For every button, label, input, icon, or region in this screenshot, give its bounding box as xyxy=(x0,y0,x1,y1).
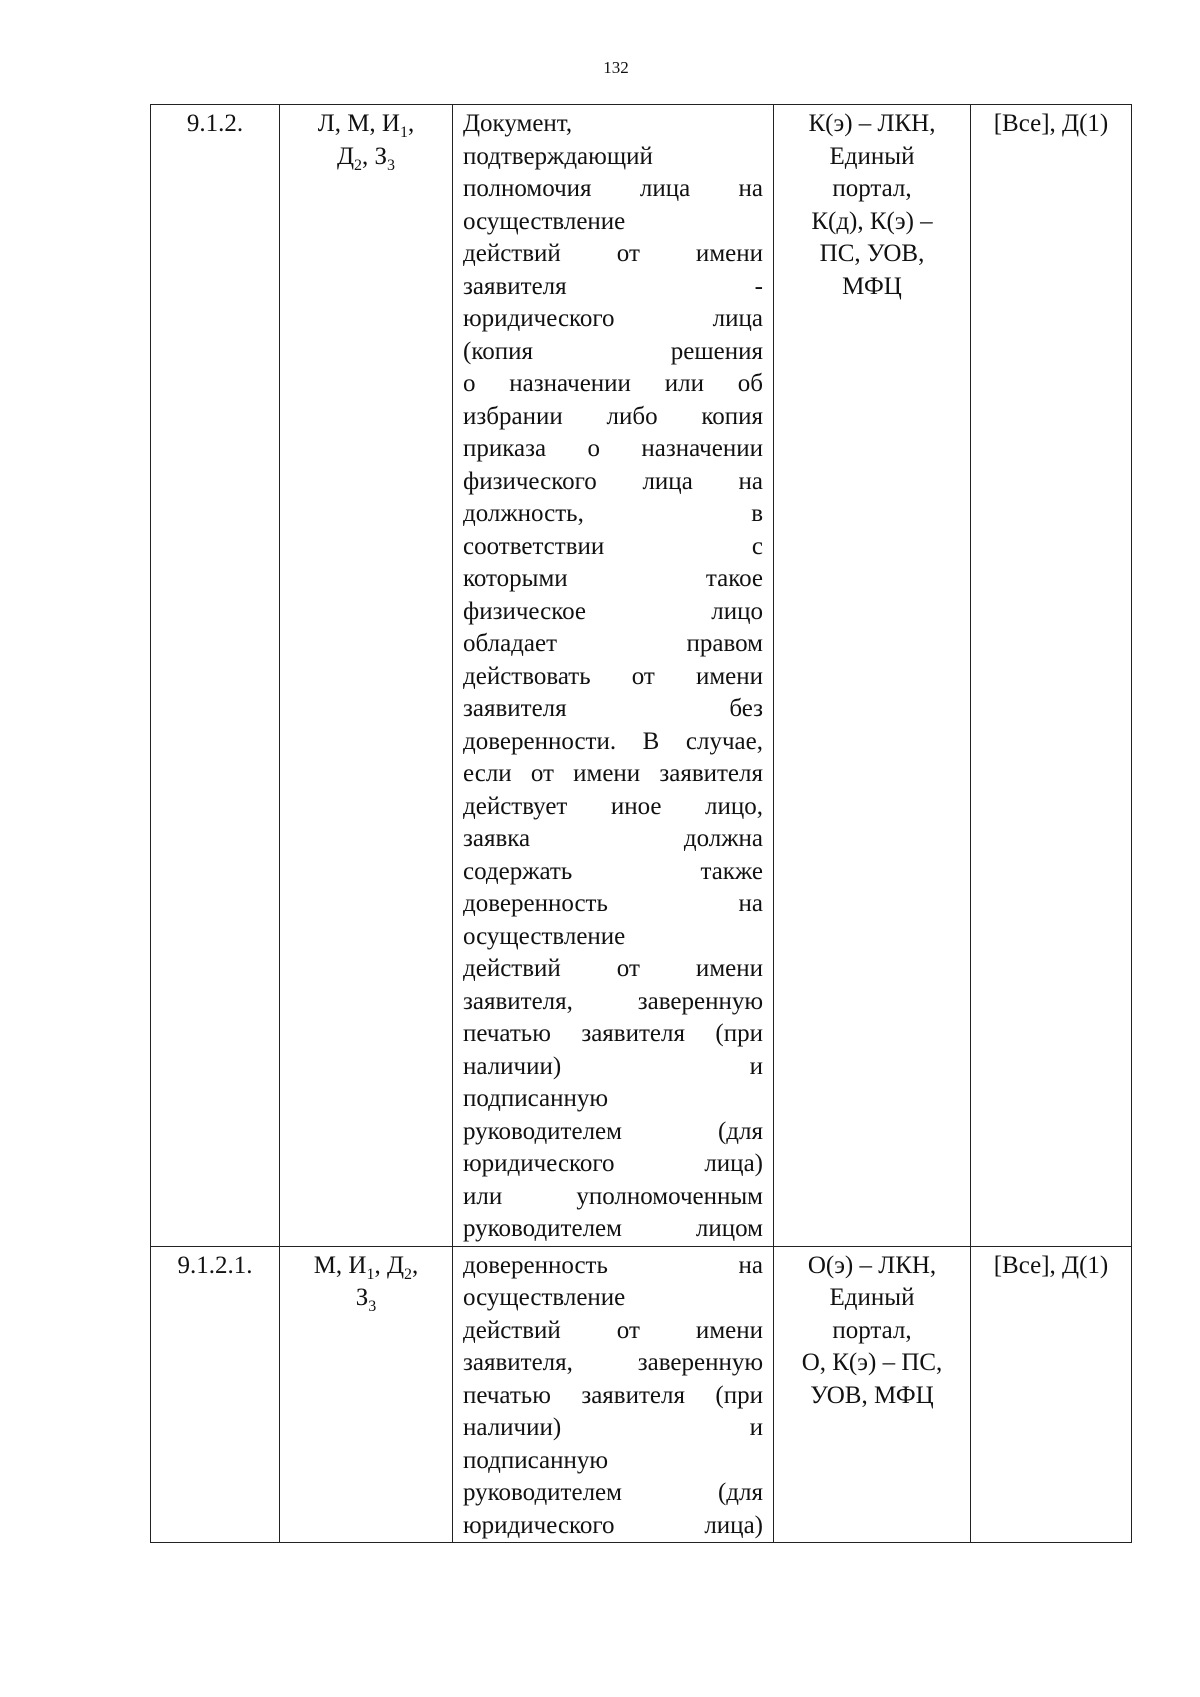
channel-cell xyxy=(774,105,971,1247)
description-line: юридического лица xyxy=(463,305,763,332)
description-line: доверенности. В случае, xyxy=(463,727,763,755)
access-cell: [Все], Д(1) xyxy=(971,1246,1132,1543)
codes-subscript: 3 xyxy=(387,156,396,174)
description-line: руководителем (для xyxy=(463,1117,763,1145)
description-line: заявителя без xyxy=(463,695,763,722)
description-line: содержать также xyxy=(463,857,763,885)
codes-line xyxy=(290,108,442,141)
codes-text: Л, М, И xyxy=(317,110,400,137)
description-line: избрании либо копия xyxy=(463,402,763,430)
description-line: осуществление xyxy=(463,922,626,950)
description-line: обладает правом xyxy=(463,630,763,657)
row-number-cell: 9.1.2.1. xyxy=(151,1246,280,1543)
channel-line: К(э) – ЛКН, xyxy=(808,110,936,137)
channel-line: К(д), К(э) – xyxy=(811,207,933,235)
description-line: должность, в xyxy=(463,500,763,527)
description-line: действует иное лицо, xyxy=(463,792,763,820)
codes-cell xyxy=(280,1246,453,1543)
description-line: осуществление xyxy=(463,207,626,235)
description-line: действий от имени xyxy=(463,955,763,982)
codes-subscript: 1 xyxy=(400,124,408,141)
description-line: приказа о назначении xyxy=(463,435,763,462)
description-line: или уполномоченным xyxy=(463,1182,763,1210)
codes-cell xyxy=(280,105,453,1247)
description-line: подписанную xyxy=(463,1446,609,1474)
codes-text: , xyxy=(412,1251,419,1279)
access-cell: [Все], Д(1) xyxy=(971,105,1132,1247)
description-line: Документ, xyxy=(463,110,573,137)
channel-line: Единый xyxy=(829,142,915,170)
channel-line: портал, xyxy=(832,175,912,202)
description-line: (копия решения xyxy=(463,337,763,365)
codes-subscript: 2 xyxy=(404,1265,413,1283)
row-number-cell: 9.1.2. xyxy=(151,105,280,1247)
description-line: наличии) и xyxy=(463,1052,763,1080)
description-line: юридического лица) xyxy=(463,1511,763,1539)
description-line: руководителем лицом xyxy=(463,1215,763,1242)
description-line: физическое лицо xyxy=(463,597,763,625)
description-line: о назначении или об xyxy=(463,370,763,397)
channel-line: О(э) – ЛКН, xyxy=(807,1251,937,1279)
codes-text: М, И xyxy=(313,1251,367,1279)
codes-line xyxy=(290,1282,442,1315)
description-line: доверенность на xyxy=(463,1251,763,1279)
description-line: которыми такое xyxy=(463,565,763,592)
description-line: соответствии с xyxy=(463,532,763,560)
description-line: печатью заявителя (при xyxy=(463,1381,763,1409)
description-line: юридического лица) xyxy=(463,1150,763,1177)
description-line: руководителем (для xyxy=(463,1479,763,1506)
channel-line: О, К(э) – ПС, xyxy=(801,1349,943,1376)
description-line: осуществление xyxy=(463,1284,626,1311)
codes-subscript: 2 xyxy=(354,156,363,174)
codes-subscript: 3 xyxy=(368,1298,377,1315)
channel-line: Единый xyxy=(829,1284,915,1311)
description-line: заявителя - xyxy=(463,272,763,300)
description-line: наличии) и xyxy=(463,1414,763,1441)
description-line: действовать от имени xyxy=(463,662,763,690)
description-line: подтверждающий xyxy=(463,142,653,170)
channel-cell xyxy=(774,1246,971,1543)
description-line: заявка должна xyxy=(463,825,763,852)
description-line: полномочия лица на xyxy=(463,175,763,202)
codes-text: З xyxy=(355,1284,369,1311)
table-row xyxy=(151,1246,1132,1543)
table-row xyxy=(151,105,1132,1247)
channel-line: УОВ, МФЦ xyxy=(810,1381,934,1409)
description-line: действий от имени xyxy=(463,240,763,267)
codes-line xyxy=(290,141,442,174)
description-cell xyxy=(453,105,774,1247)
description-line: доверенность на xyxy=(463,890,763,917)
channel-line: ПС, УОВ, xyxy=(819,240,925,267)
description-line: физического лица на xyxy=(463,467,763,495)
channel-line: МФЦ xyxy=(842,272,902,300)
description-line: подписанную xyxy=(463,1085,609,1112)
codes-line xyxy=(290,1250,442,1283)
description-line: если от имени заявителя xyxy=(463,760,763,787)
channel-line: портал, xyxy=(832,1316,912,1344)
requirements-table xyxy=(150,104,1132,1543)
codes-text: , З xyxy=(362,142,388,170)
description-cell xyxy=(453,1246,774,1543)
description-line: заявителя, заверенную xyxy=(463,1349,763,1376)
codes-text: , xyxy=(408,110,415,137)
description-line: действий от имени xyxy=(463,1316,763,1344)
page-number: 132 xyxy=(603,58,629,77)
description-line: заявителя, заверенную xyxy=(463,987,763,1015)
codes-subscript: 1 xyxy=(366,1265,375,1283)
description-line: печатью заявителя (при xyxy=(463,1020,763,1047)
codes-text: , Д xyxy=(374,1251,405,1279)
codes-text: Д xyxy=(336,142,355,170)
